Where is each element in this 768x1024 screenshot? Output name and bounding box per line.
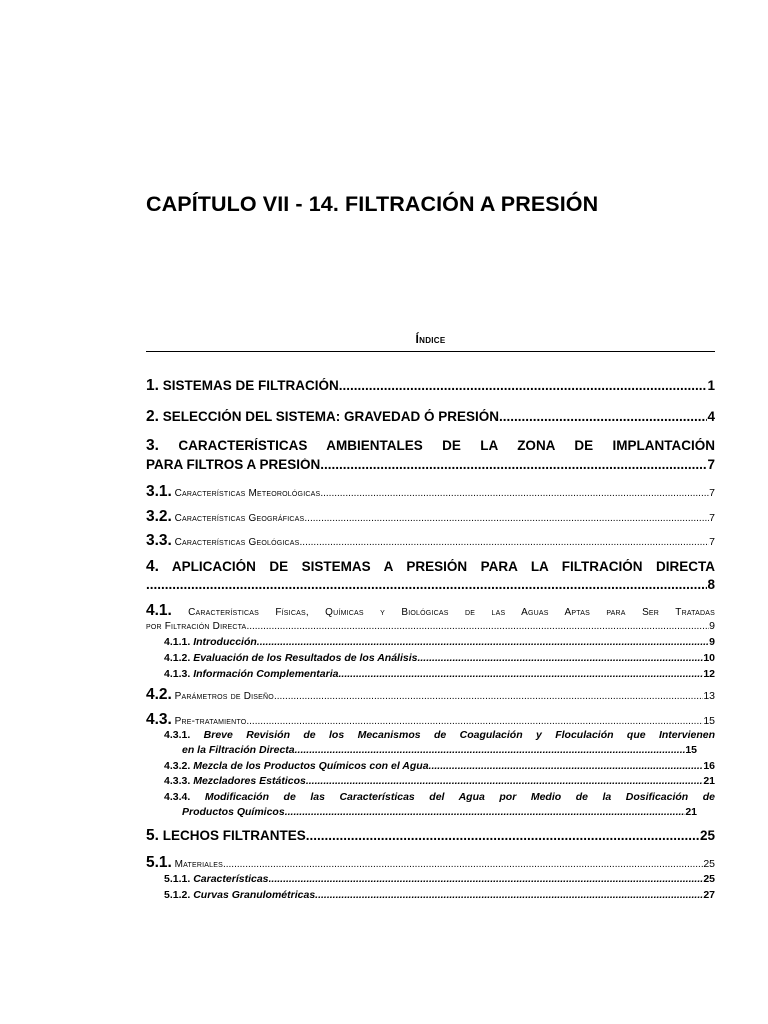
toc-title: PARA FILTROS A PRESIÓN bbox=[146, 458, 321, 472]
toc-page-number: 7 bbox=[709, 536, 715, 548]
toc-title: Introducción bbox=[193, 637, 257, 648]
toc-title: en la Filtración Directa bbox=[182, 745, 295, 756]
toc-number: 4. bbox=[146, 559, 159, 575]
toc-entry-3-2[interactable] bbox=[146, 509, 715, 525]
index-heading: Índice bbox=[415, 332, 446, 346]
toc-entry-4-3-1[interactable] bbox=[146, 730, 715, 741]
toc-entry-4-3-4[interactable] bbox=[146, 792, 715, 803]
toc-page-number: 7 bbox=[709, 487, 715, 499]
toc-page-number: 10 bbox=[703, 653, 715, 664]
toc-title: Evaluación de los Resultados de los Análisis bbox=[193, 653, 418, 664]
toc-leader bbox=[274, 692, 703, 702]
toc-entry-3-1[interactable] bbox=[146, 484, 715, 500]
toc-page-number: 4 bbox=[707, 409, 715, 424]
toc-page-number: 16 bbox=[703, 761, 715, 772]
toc-page-number: 25 bbox=[699, 828, 715, 843]
toc-number: 5.1.1. bbox=[164, 874, 191, 885]
toc-title: SELECCIÓN DEL SISTEMA: GRAVEDAD Ó PRESIÓN bbox=[162, 409, 499, 424]
toc-page-number: 7 bbox=[709, 512, 715, 524]
toc-title: Características Meteorológicas bbox=[174, 488, 321, 499]
toc-entry-3-3[interactable] bbox=[146, 533, 715, 549]
toc-leader bbox=[246, 717, 703, 727]
toc-title: Curvas Granulométricas bbox=[193, 890, 316, 901]
toc-title: Características Geográficas bbox=[174, 513, 305, 524]
toc-page-number: 7 bbox=[707, 458, 715, 472]
toc-leader bbox=[295, 745, 686, 756]
toc-leader bbox=[338, 669, 703, 680]
toc-leader bbox=[429, 761, 704, 772]
toc-number: 5.1. bbox=[146, 855, 172, 871]
toc-leader bbox=[499, 410, 707, 424]
toc-entry-4-2[interactable] bbox=[146, 687, 715, 703]
toc-entry-4-3[interactable] bbox=[146, 712, 715, 728]
toc-number: 4.1. bbox=[146, 603, 172, 619]
toc-number: 1. bbox=[146, 378, 159, 394]
toc-entry-5-1[interactable] bbox=[146, 855, 715, 871]
toc-page-number: 27 bbox=[703, 890, 715, 901]
toc-number: 5.1.2. bbox=[164, 890, 191, 901]
toc-page-number: 25 bbox=[703, 858, 715, 870]
toc-entry-5-1-2[interactable] bbox=[146, 890, 715, 901]
toc-number: 4.1.3. bbox=[164, 669, 191, 680]
toc-page-number: 21 bbox=[703, 776, 715, 787]
chapter-title: CAPÍTULO VII - 14. FILTRACIÓN A PRESIÓN bbox=[146, 192, 599, 216]
toc-leader bbox=[246, 622, 709, 632]
toc-page-number: 21 bbox=[685, 807, 697, 818]
toc-page-number: 13 bbox=[703, 690, 715, 702]
toc-number: 4.1.1. bbox=[164, 637, 191, 648]
toc-page-number: 9 bbox=[709, 621, 715, 632]
toc-page-number: 12 bbox=[703, 669, 715, 680]
toc-title: Información Complementaria bbox=[193, 669, 339, 680]
toc-title: APLICACIÓN DE SISTEMAS A PRESIÓN PARA LA FILTRACIÓN DIRECTA bbox=[171, 559, 715, 574]
toc-entry-4-1[interactable] bbox=[146, 603, 715, 619]
toc-entry-3-continued[interactable] bbox=[146, 458, 715, 472]
toc-entry-2[interactable] bbox=[146, 409, 715, 425]
toc-entry-4-3-3[interactable] bbox=[146, 776, 715, 787]
index-divider bbox=[146, 351, 715, 352]
toc-entry-4-continued[interactable] bbox=[146, 578, 715, 592]
toc-title: Características bbox=[193, 874, 269, 885]
toc-title: LECHOS FILTRANTES bbox=[162, 828, 306, 843]
toc-entry-4[interactable] bbox=[146, 559, 715, 575]
toc-title: Breve Revisión de los Mecanismos de Coagulación y Floculación que Intervienen bbox=[203, 730, 715, 741]
toc-title: Características Geológicas bbox=[174, 537, 300, 548]
toc-number: 4.2. bbox=[146, 687, 172, 703]
toc-title: SISTEMAS DE FILTRACIÓN bbox=[162, 378, 339, 393]
toc-leader bbox=[285, 807, 686, 818]
toc-leader bbox=[306, 829, 700, 843]
toc-number: 4.3. bbox=[146, 712, 172, 728]
toc-leader bbox=[320, 489, 709, 499]
toc-number: 3.1. bbox=[146, 484, 172, 500]
toc-leader bbox=[146, 578, 707, 592]
toc-leader bbox=[300, 538, 710, 548]
toc-number: 2. bbox=[146, 409, 159, 425]
toc-entry-1[interactable] bbox=[146, 378, 715, 394]
toc-title: CARACTERÍSTICAS AMBIENTALES DE LA ZONA DE IMPLANTACIÓN bbox=[178, 438, 715, 453]
toc-number: 4.3.2. bbox=[164, 761, 191, 772]
toc-entry-4-1-2[interactable] bbox=[146, 653, 715, 664]
toc-title: Mezcladores Estáticos bbox=[193, 776, 306, 787]
toc-leader bbox=[257, 637, 709, 648]
toc-page-number: 1 bbox=[707, 378, 715, 393]
toc-title: Materiales bbox=[174, 859, 223, 870]
toc-leader bbox=[320, 458, 707, 472]
toc-leader bbox=[269, 874, 704, 885]
toc-entry-4-1-1[interactable] bbox=[146, 637, 715, 648]
toc-title: Parámetros de Diseño bbox=[174, 691, 274, 702]
toc-title: Características Físicas, Químicas y Biológicas de las Aguas Aptas para Ser Tratadas bbox=[188, 607, 715, 618]
toc-entry-4-3-4-continued[interactable] bbox=[146, 807, 697, 818]
toc-title: Productos Químicos bbox=[182, 807, 285, 818]
toc-leader bbox=[417, 653, 703, 664]
toc-page-number: 15 bbox=[685, 745, 697, 756]
toc-leader bbox=[315, 890, 703, 901]
toc-page-number: 9 bbox=[709, 637, 715, 648]
toc-number: 4.3.3. bbox=[164, 776, 191, 787]
toc-leader bbox=[304, 514, 709, 524]
toc-entry-4-3-2[interactable] bbox=[146, 761, 715, 772]
toc-leader bbox=[339, 379, 708, 393]
toc-entry-5-1-1[interactable] bbox=[146, 874, 715, 885]
toc-entry-3[interactable] bbox=[146, 438, 715, 454]
toc-number: 4.1.2. bbox=[164, 653, 191, 664]
toc-page-number: 8 bbox=[707, 578, 715, 592]
toc-title: por Filtración Directa bbox=[146, 621, 247, 632]
toc-title: Modificación de las Características del Agua por Medio de la Dosificación de bbox=[204, 792, 715, 803]
toc-number: 5. bbox=[146, 828, 159, 844]
toc-title: Mezcla de los Productos Químicos con el Agua bbox=[193, 761, 429, 772]
toc-page-number: 25 bbox=[703, 874, 715, 885]
toc-number: 4.3.4. bbox=[164, 792, 191, 803]
toc-entry-4-3-1-continued[interactable] bbox=[146, 745, 697, 756]
toc-number: 4.3.1. bbox=[164, 730, 191, 741]
toc-entry-4-1-3[interactable] bbox=[146, 669, 715, 680]
toc-entry-5[interactable] bbox=[146, 828, 715, 844]
toc-leader bbox=[306, 776, 703, 787]
toc-entry-4-1-continued[interactable] bbox=[146, 621, 715, 632]
toc-number: 3.3. bbox=[146, 533, 172, 549]
toc-leader bbox=[223, 860, 703, 870]
toc-number: 3.2. bbox=[146, 509, 172, 525]
toc-title: Pre-tratamiento bbox=[174, 716, 247, 727]
toc-number: 3. bbox=[146, 438, 159, 454]
toc-page-number: 15 bbox=[703, 715, 715, 727]
